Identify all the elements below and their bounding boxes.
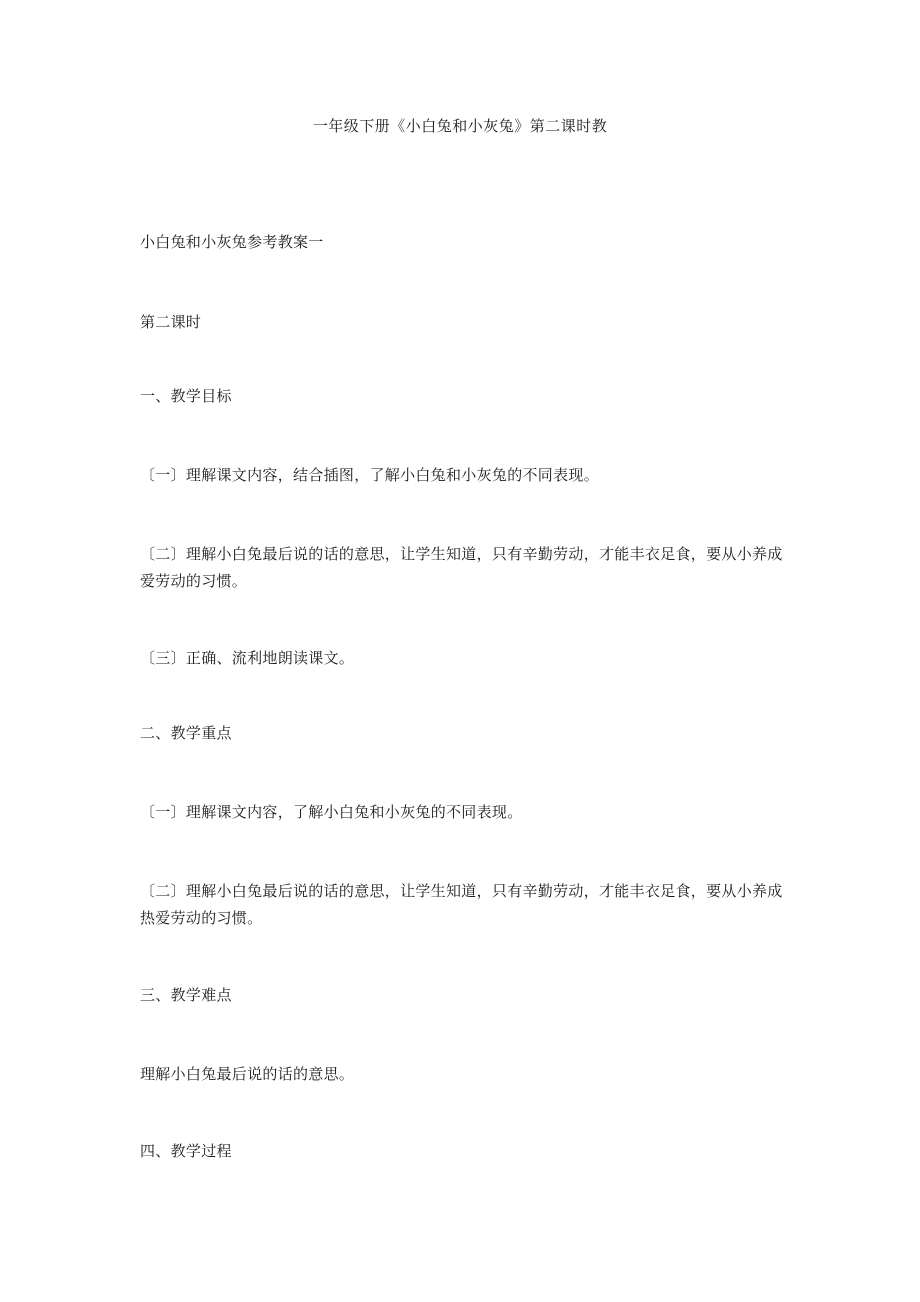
subtitle: 小白兔和小灰兔参考教案一 [140, 233, 324, 251]
difficulty-item: 理解小白兔最后说的话的意思。 [140, 1065, 355, 1083]
goal-item-3: 〔三〕正确、流利地朗读课文。 [140, 649, 355, 667]
section-heading-key-points: 二、教学重点 [140, 724, 232, 742]
section-heading-difficulties: 三、教学难点 [140, 986, 232, 1004]
key-point-item-2: 〔二〕理解小白兔最后说的话的意思，让学生知道，只有辛勤劳动，才能丰衣足食，要从小养成热爱劳动的习惯。 [140, 882, 783, 927]
section-heading-process: 四、教学过程 [140, 1142, 232, 1160]
lesson-label: 第二课时 [140, 313, 202, 331]
section-heading-goals: 一、教学目标 [140, 387, 232, 405]
goal-item-1: 〔一〕理解课文内容，结合插图，了解小白兔和小灰兔的不同表现。 [140, 466, 600, 484]
document-title: 一年级下册《小白兔和小灰兔》第二课时教 [312, 117, 608, 135]
key-point-item-1: 〔一〕理解课文内容，了解小白兔和小灰兔的不同表现。 [140, 803, 523, 821]
goal-item-2: 〔二〕理解小白兔最后说的话的意思，让学生知道，只有辛勤劳动，才能丰衣足食，要从小养成爱劳动的习惯。 [140, 545, 783, 590]
